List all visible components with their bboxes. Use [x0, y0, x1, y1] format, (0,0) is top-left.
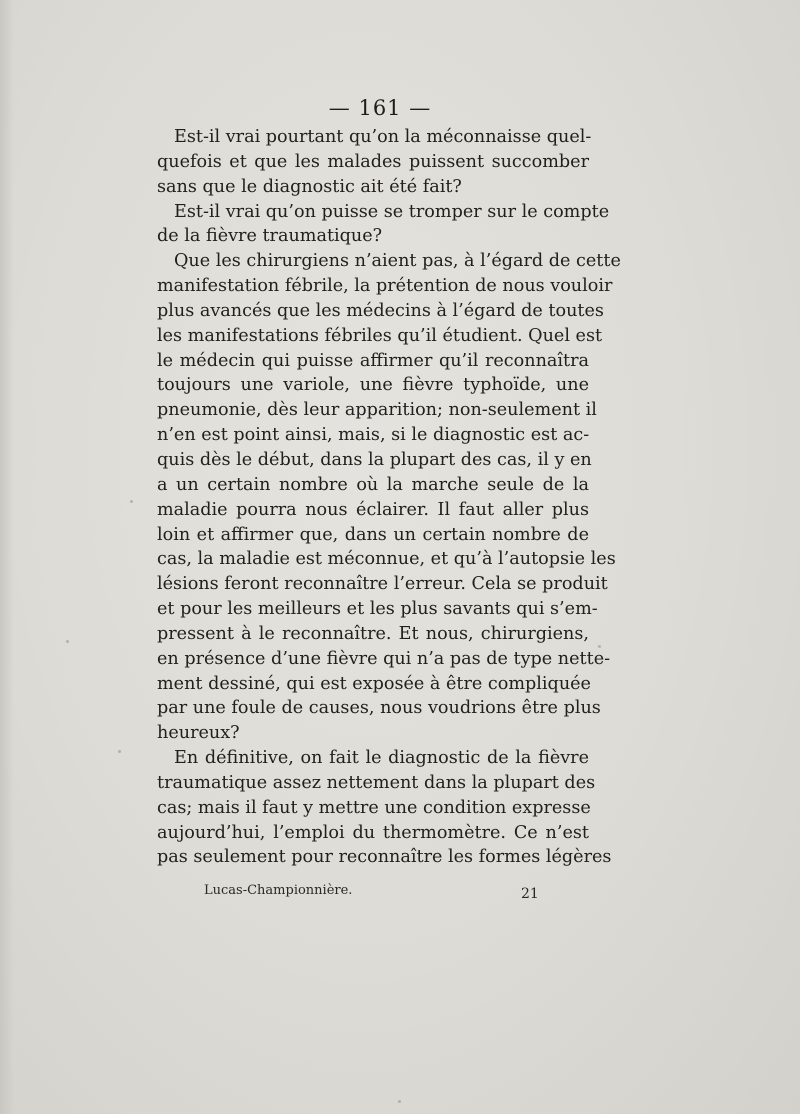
text-line: a un certain nombre où la marche seule de la [157, 474, 589, 495]
text-line: quis dès le début, dans la plupart des cas, il y en [157, 449, 592, 470]
text-line: n’en est point ainsi, mais, si le diagnostic est ac- [157, 425, 590, 446]
text-line: quefois et que les malades puissent succomber [157, 151, 589, 172]
paper-speck [118, 750, 121, 753]
text-line: ment dessiné, qui est exposée à être compliquée [157, 673, 591, 694]
text-line: sans que le diagnostic ait été fait? [157, 176, 462, 197]
text-line: heureux? [157, 723, 240, 744]
text-line: et pour les meilleurs et les plus savants qui s’em- [157, 599, 598, 620]
text-line: lésions feront reconnaître l’erreur. Cela se produit [157, 574, 608, 595]
text-line: les manifestations fébriles qu’il étudient. Quel est [157, 325, 603, 346]
text-line: Que les chirurgiens n’aient pas, à l’égard de cette [174, 251, 621, 272]
text-line: pas seulement pour reconnaître les formes légères [157, 847, 612, 868]
scan-edge-shadow [0, 0, 14, 1114]
text-line: maladie pourra nous éclairer. Il faut aller plus [157, 499, 589, 520]
text-line: plus avancés que les médecins à l’égard de toutes [157, 300, 604, 321]
text-line: Est-il vrai pourtant qu’on la méconnaisse quel- [174, 127, 592, 147]
text-line: pneumonie, dès leur apparition; non-seulement il [157, 400, 597, 421]
text-line: de la fièvre traumatique? [157, 226, 383, 247]
text-line: aujourd’hui, l’emploi du thermomètre. Ce n’est [157, 822, 589, 843]
text-line: En définitive, on fait le diagnostic de la fièvre [174, 748, 589, 769]
text-line: cas, la maladie est méconnue, et qu’à l’autopsie les [157, 549, 616, 570]
paper-speck [398, 1100, 401, 1103]
paper-speck [598, 645, 601, 648]
text-line: manifestation fébrile, la prétention de nous vouloir [157, 276, 613, 297]
paper-speck [66, 640, 69, 643]
paper-speck [130, 500, 133, 503]
body-text [157, 125, 621, 870]
text-line: loin et affirmer que, dans un certain nombre de [157, 524, 589, 545]
text-line: pressent à le reconnaître. Et nous, chirurgiens, [157, 623, 589, 644]
footer-signature-mark: 21 [521, 886, 539, 902]
footer-author: Lucas-Championnière. [204, 883, 353, 898]
text-line: par une foule de causes, nous voudrions être plus [157, 698, 601, 719]
text-line: le médecin qui puisse affirmer qu’il reconnaîtra [157, 350, 589, 371]
text-line: toujours une variole, une fièvre typhoïde, une [157, 375, 589, 396]
text-line: traumatique assez nettement dans la plupart des [157, 772, 596, 793]
text-line: Est-il vrai qu’on puisse se tromper sur le compte [174, 201, 610, 222]
text-line: en présence d’une fièvre qui n’a pas de type nette- [157, 648, 611, 669]
page-number: — 161 — [328, 96, 432, 120]
text-line: cas; mais il faut y mettre une condition expresse [157, 797, 591, 818]
